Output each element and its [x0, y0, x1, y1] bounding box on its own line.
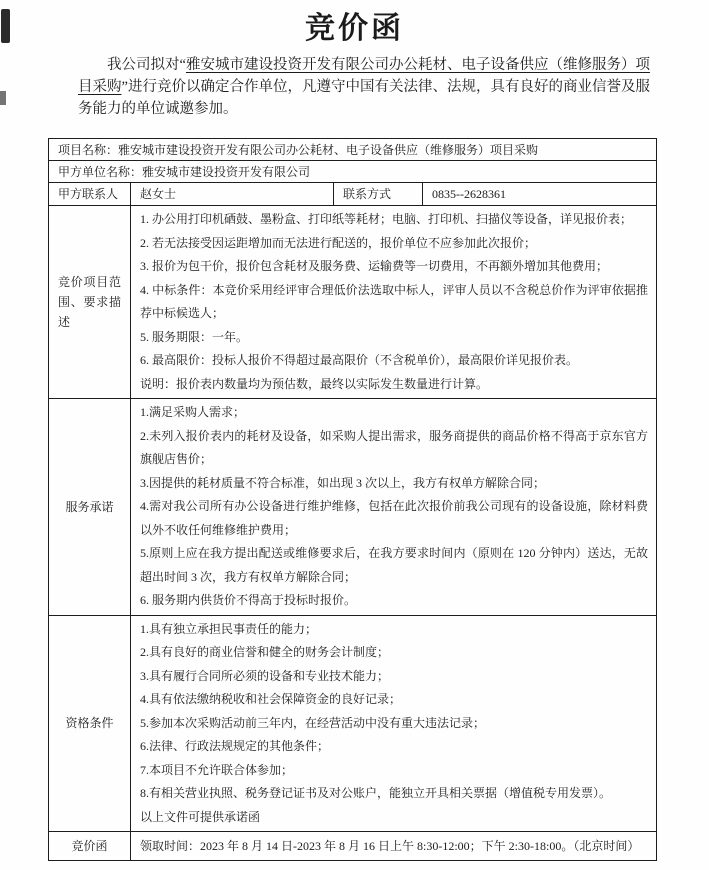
scan-artifact	[0, 91, 6, 105]
letter-label-cell: 竞价函	[49, 832, 131, 861]
letter-value-cell: 领取时间：2023 年 8 月 14 日-2023 年 8 月 16 日上午 8:30-12:00；下午 2:30-18:00。（北京时间）	[131, 832, 657, 861]
qualification-item: 8.有相关营业执照、税务登记证书及对公账户，能独立开具相关票据（增值税专用发票）。	[140, 786, 612, 800]
party-a-label: 甲方单位名称：	[58, 164, 143, 179]
service-item: 1.满足采购人需求；	[140, 405, 246, 419]
contact-phone-cell: 0835--2628361	[423, 183, 657, 206]
project-name-value: 雅安城市建设投资开发有限公司办公耗材、电子设备供应（维修服务）项目采购	[118, 142, 539, 157]
qualification-label-cell: 资格条件	[49, 615, 131, 832]
service-label-cell: 服务承诺	[49, 399, 131, 616]
service-row	[49, 399, 657, 616]
scope-item-list	[140, 208, 648, 396]
project-name-row	[49, 139, 657, 161]
document-title: 竞价函	[305, 12, 404, 45]
scope-content-cell	[131, 206, 657, 399]
service-item: 4.需对我公司所有办公设备进行维护维修，包括在此次报价前我公司现有的设备设施，除材料费以外不收任何维修维护费用；	[140, 499, 649, 537]
contact-row	[49, 183, 657, 206]
intro-paragraph	[78, 54, 650, 120]
scope-item: 5. 服务期限：一年。	[140, 329, 249, 344]
qualification-content-cell	[131, 615, 657, 832]
scope-item: 说明：报价表内数量均为预估数，最终以实际发生数量进行计算。	[140, 376, 489, 391]
qualification-item: 4.具有依法缴纳税收和社会保障资金的良好记录；	[140, 692, 402, 706]
scan-artifact	[1, 9, 10, 43]
intro-project-name-underlined: 雅安城市建设投资开发有限公司办公耗材、电子设备供应（维修服务）项目采购	[78, 57, 651, 95]
contact-method-label-cell: 联系方式	[334, 183, 423, 206]
service-item: 6. 服务期内供货价不得高于投标时报价。	[140, 593, 357, 607]
service-item: 5.原则上应在我方提出配送或维修要求后，在我方要求时间内（原则在 120 分钟内）送达，无故超出时间 3 次，我方有权单方解除合同；	[140, 546, 649, 584]
scope-item: 4. 中标条件：本竞价采用经评审合理低价法选取中标人，评审人员以不含税总价作为评审依据推荐中标候选人；	[140, 282, 649, 320]
scope-item: 6. 最高限价：投标人报价不得超过最高限价（不含税单价），最高限价详见报价表。	[140, 353, 579, 367]
bidding-table	[48, 138, 657, 861]
scope-item: 2. 若无法接受因运距增加而无法进行配送的，报价单位不应参加此次报价；	[140, 235, 537, 250]
contact-name-cell: 赵女士	[131, 183, 334, 206]
qualification-item: 6.法律、行政法规规定的其他条件；	[140, 739, 330, 753]
project-name-cell	[49, 139, 657, 161]
intro-suffix: ”进行竞价以确定合作单位，凡遵守中国有关法律、法规，具有良好的商业信誉及服务能力的单位诚邀参加。	[78, 79, 651, 117]
service-content-cell	[131, 399, 657, 616]
qualification-item: 3.具有履行合同所必须的设备和专业技术能力；	[140, 668, 390, 683]
scope-row	[49, 206, 657, 399]
contact-label-cell: 甲方联系人	[49, 183, 131, 206]
qualification-item-list	[140, 618, 648, 830]
party-a-value: 雅安城市建设投资开发有限公司	[142, 164, 311, 179]
letter-row	[49, 832, 657, 861]
qualification-item: 以上文件可提供承诺函	[140, 809, 261, 824]
party-a-row	[49, 161, 657, 183]
qualification-item: 1.具有独立承担民事责任的能力；	[140, 621, 318, 636]
party-a-cell	[49, 161, 657, 183]
qualification-item: 2.具有良好的商业信誉和健全的财务会计制度；	[140, 645, 390, 659]
qualification-row	[49, 615, 657, 832]
service-item: 3.因提供的耗材质量不符合标准，如出现 3 次以上，我方有权单方解除合同；	[140, 475, 546, 490]
project-name-label: 项目名称：	[58, 142, 119, 157]
scope-item: 3. 报价为包干价，报价包含耗材及服务费、运输费等一切费用，不再额外增加其他费用；	[140, 259, 609, 273]
qualification-item: 5.参加本次采购活动前三年内，在经营活动中没有重大违法记录；	[140, 715, 486, 730]
service-item: 2.未列入报价表内的耗材及设备，如采购人提出需求，服务商提供的商品价格不得高于京东官方旗舰店售价；	[140, 428, 649, 466]
scope-item: 1. 办公用打印机硒鼓、墨粉盒、打印纸等耗材；电脑、打印机、扫描仪等设备，详见报价表；	[140, 212, 633, 226]
qualification-item: 7.本项目不允许联合体参加；	[140, 762, 294, 777]
service-item-list	[140, 401, 648, 613]
scope-label-cell: 竞价项目范围、要求描述	[49, 206, 131, 399]
intro-prefix: 我公司拟对“	[107, 57, 186, 73]
